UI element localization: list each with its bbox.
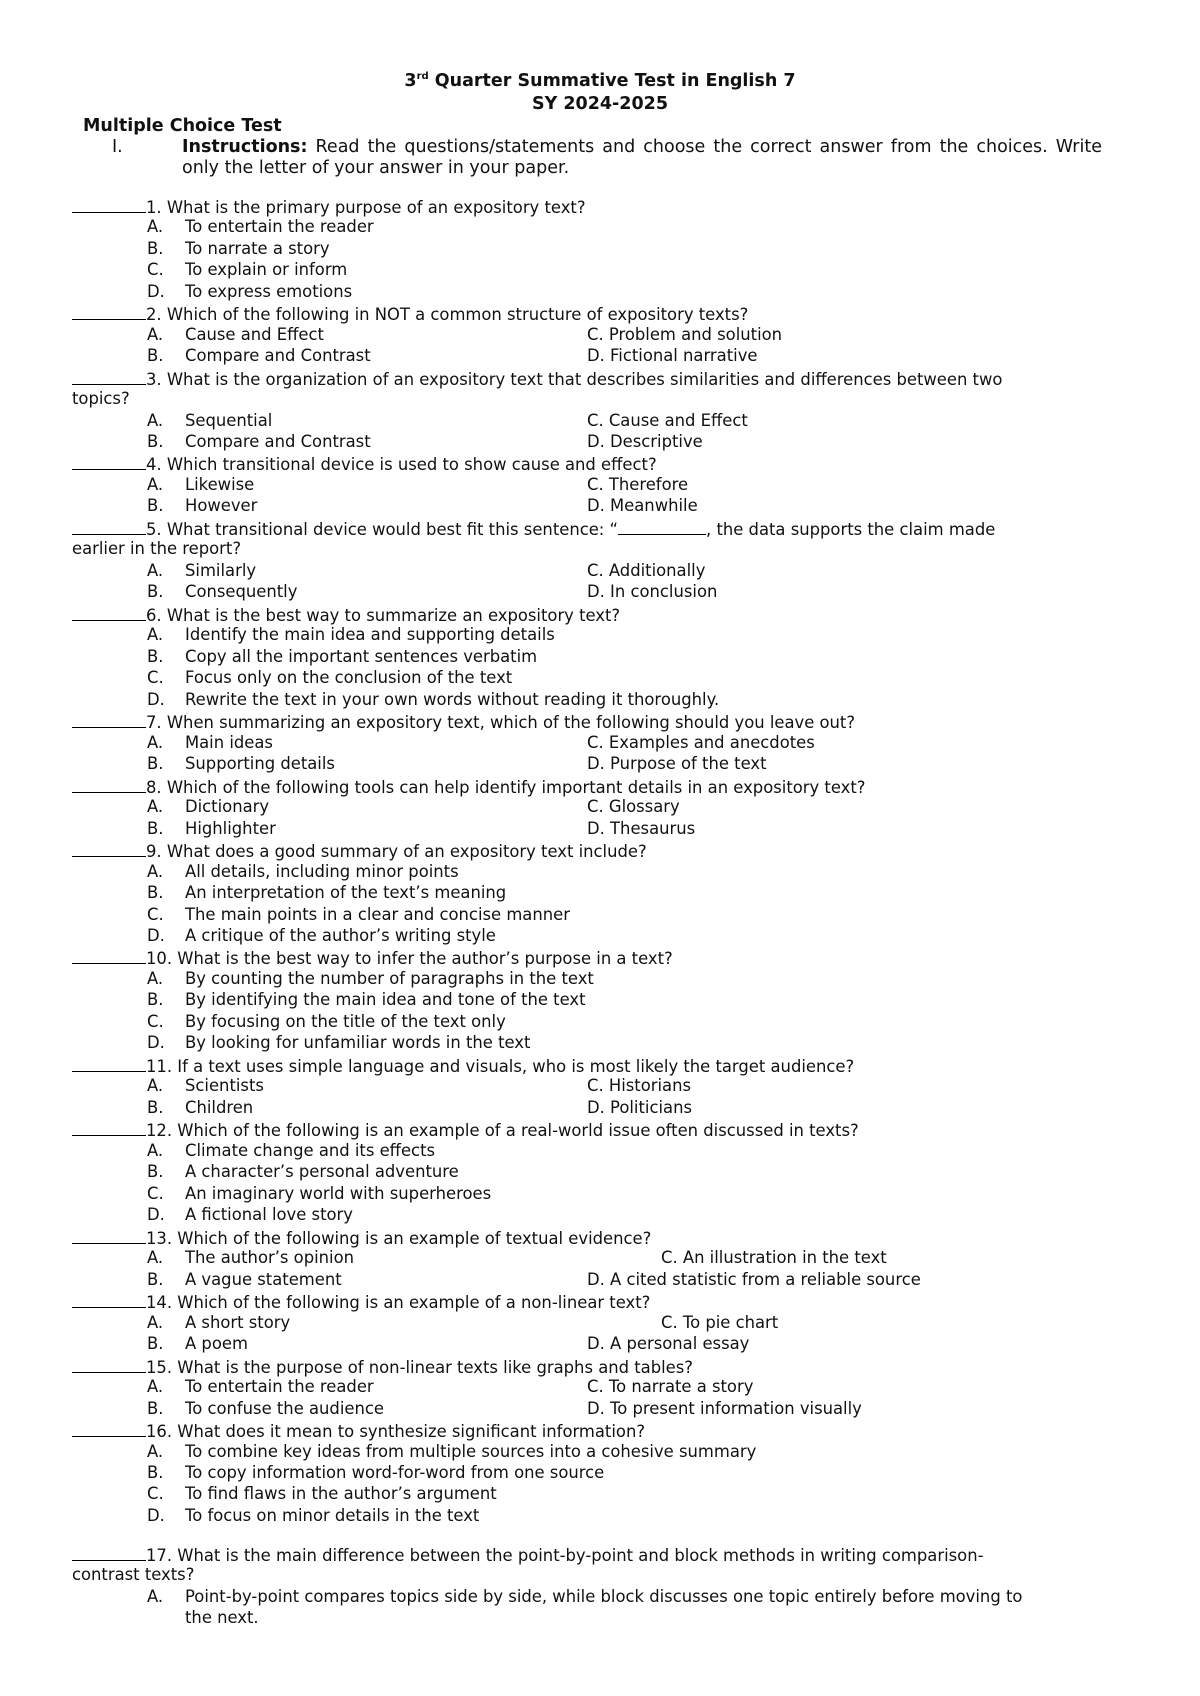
- option-letter: B.: [147, 432, 164, 451]
- option-text: Compare and Contrast: [185, 346, 371, 365]
- option-c: [147, 1012, 506, 1031]
- sentence-blank: [618, 520, 706, 535]
- option-letter: B.: [147, 1334, 164, 1353]
- option-text: A short story: [185, 1313, 291, 1332]
- answer-blank: [72, 1055, 146, 1072]
- option-letter: A.: [147, 1248, 164, 1267]
- option-letter: A.: [147, 1377, 164, 1396]
- option-text: An interpretation of the text’s meaning: [185, 883, 507, 902]
- option-c: [147, 905, 570, 924]
- option-text: To entertain the reader: [185, 217, 374, 236]
- option-a: [147, 325, 324, 344]
- option-d: [147, 690, 719, 709]
- option-letter: B.: [147, 1270, 164, 1289]
- option-letter: A.: [147, 797, 164, 816]
- option-letter: D.: [147, 282, 165, 301]
- answer-blank: [72, 1420, 146, 1437]
- option-d: D. To present information visually: [587, 1399, 862, 1418]
- question-text: 3. What is the organization of an expository text that describes similarities and differences between two: [146, 370, 1003, 389]
- option-text: An imaginary world with superheroes: [185, 1184, 492, 1203]
- answer-blank: [72, 1356, 146, 1373]
- option-text: To explain or inform: [185, 260, 348, 279]
- question-1: [72, 196, 586, 217]
- option-letter: B.: [147, 883, 164, 902]
- answer-blank: [72, 776, 146, 793]
- option-text: Compare and Contrast: [185, 432, 371, 451]
- option-text: To find flaws in the author’s argument: [185, 1484, 497, 1503]
- option-a-continuation: the next.: [185, 1608, 259, 1627]
- option-text: The author’s opinion: [185, 1248, 355, 1267]
- option-text: To entertain the reader: [185, 1377, 374, 1396]
- option-text: To express emotions: [185, 282, 353, 301]
- question-text: 16. What does it mean to synthesize significant information?: [146, 1422, 646, 1441]
- option-c: C. Problem and solution: [587, 325, 783, 344]
- option-text: A character’s personal adventure: [185, 1162, 459, 1181]
- option-c: C. To narrate a story: [587, 1377, 754, 1396]
- option-c: C. Historians: [587, 1076, 692, 1095]
- option-c: [147, 1484, 497, 1503]
- option-a: [147, 1313, 290, 1332]
- option-letter: A.: [147, 1442, 164, 1461]
- option-text: By identifying the main idea and tone of the text: [185, 990, 586, 1009]
- test-title: [0, 71, 1200, 91]
- instructions: [112, 137, 1102, 179]
- option-text: A vague statement: [185, 1270, 342, 1289]
- option-d: [147, 926, 496, 945]
- option-text: To confuse the audience: [185, 1399, 384, 1418]
- option-letter: A.: [147, 411, 164, 430]
- question-17: [72, 1544, 984, 1565]
- option-text: All details, including minor points: [185, 862, 459, 881]
- school-year: SY 2024-2025: [531, 94, 669, 114]
- question-text: 6. What is the best way to summarize an expository text?: [146, 606, 621, 625]
- question-15: [72, 1356, 693, 1377]
- question-text: 13. Which of the following is an example of textual evidence?: [146, 1229, 652, 1248]
- answer-blank: [72, 453, 146, 470]
- option-c: C. Glossary: [587, 797, 680, 816]
- option-d: D. Descriptive: [587, 432, 703, 451]
- option-text: A fictional love story: [185, 1205, 353, 1224]
- option-b: [147, 432, 371, 451]
- option-letter: B.: [147, 239, 164, 258]
- option-letter: B.: [147, 647, 164, 666]
- answer-blank: [72, 1227, 146, 1244]
- option-letter: B.: [147, 1098, 164, 1117]
- option-letter: A.: [147, 561, 164, 580]
- option-text: Highlighter: [185, 819, 276, 838]
- option-text: Copy all the important sentences verbatim: [185, 647, 538, 666]
- option-d: [147, 1205, 353, 1224]
- option-b: [147, 1270, 342, 1289]
- option-letter: A.: [147, 217, 164, 236]
- question-text: 9. What does a good summary of an expository text include?: [146, 842, 647, 861]
- option-letter: B.: [147, 496, 164, 515]
- option-a: [147, 411, 272, 430]
- option-letter: B.: [147, 990, 164, 1009]
- option-text: Children: [185, 1098, 254, 1117]
- option-c: C. Cause and Effect: [587, 411, 748, 430]
- question-3-continuation: topics?: [72, 389, 130, 408]
- option-letter: C.: [147, 668, 164, 687]
- question-text: 17. What is the main difference between the point-by-point and block methods in writing comparison-: [146, 1546, 984, 1565]
- option-text: Point-by-point compares topics side by side, while block discusses one topic entirely before moving to: [185, 1587, 1023, 1606]
- option-letter: C.: [147, 260, 164, 279]
- option-text: Similarly: [185, 561, 257, 580]
- option-text: Likewise: [185, 475, 255, 494]
- option-b: [147, 346, 371, 365]
- question-text: 2. Which of the following in NOT a common structure of expository texts?: [146, 305, 749, 324]
- option-text: Focus only on the conclusion of the text: [185, 668, 513, 687]
- answer-blank: [72, 368, 146, 385]
- question-text: 12. Which of the following is an example of a real-world issue often discussed in texts?: [146, 1121, 859, 1140]
- question-8: [72, 776, 865, 797]
- option-a: [147, 1587, 1022, 1606]
- option-letter: A.: [147, 1587, 164, 1606]
- option-a: [147, 217, 374, 236]
- option-letter: C.: [147, 905, 164, 924]
- option-text: To copy information word-for-word from one source: [185, 1463, 605, 1482]
- question-text: 14. Which of the following is an example of a non-linear text?: [146, 1293, 651, 1312]
- option-a: [147, 1076, 264, 1095]
- option-letter: A.: [147, 1141, 164, 1160]
- instructions-label: Instructions:: [182, 137, 308, 157]
- option-letter: D.: [147, 1506, 165, 1525]
- instructions-text: Read the questions/statements and choose the correct answer from the choices. Write only the letter of your answer in your paper.: [182, 137, 1102, 178]
- option-a: [147, 625, 555, 644]
- question-text-end: , the data supports the claim made: [706, 520, 996, 539]
- question-12: [72, 1119, 859, 1140]
- option-letter: A.: [147, 969, 164, 988]
- question-text: 15. What is the purpose of non-linear texts like graphs and tables?: [146, 1358, 693, 1377]
- option-text: Scientists: [185, 1076, 264, 1095]
- option-b: [147, 647, 537, 666]
- option-d: D. In conclusion: [587, 582, 718, 601]
- title-text: Quarter Summative Test in English 7: [428, 71, 796, 91]
- answer-blank: [72, 947, 146, 964]
- option-b: [147, 239, 330, 258]
- option-letter: C.: [147, 1484, 164, 1503]
- option-b: [147, 883, 506, 902]
- option-c: C. Therefore: [587, 475, 689, 494]
- option-c: [147, 668, 512, 687]
- option-a: [147, 1442, 756, 1461]
- option-letter: A.: [147, 733, 164, 752]
- option-letter: D.: [147, 1205, 165, 1224]
- option-a: [147, 1248, 354, 1267]
- option-c: C. To pie chart: [661, 1313, 779, 1332]
- question-6: [72, 604, 620, 625]
- option-text: Supporting details: [185, 754, 335, 773]
- option-letter: B.: [147, 819, 164, 838]
- option-text: However: [185, 496, 258, 515]
- question-2: [72, 303, 748, 324]
- option-text: Sequential: [185, 411, 273, 430]
- option-a: [147, 561, 256, 580]
- option-a: [147, 969, 594, 988]
- option-d: D. Purpose of the text: [587, 754, 767, 773]
- option-c: C. Examples and anecdotes: [587, 733, 815, 752]
- option-b: [147, 1463, 604, 1482]
- option-b: [147, 582, 297, 601]
- option-text: By counting the number of paragraphs in the text: [185, 969, 594, 988]
- option-d: D. A cited statistic from a reliable source: [587, 1270, 921, 1289]
- option-a: [147, 475, 254, 494]
- option-c: [147, 1184, 491, 1203]
- option-c: C. An illustration in the text: [661, 1248, 887, 1267]
- answer-blank: [72, 604, 146, 621]
- question-3: [72, 368, 1002, 389]
- answer-blank: [72, 840, 146, 857]
- option-letter: A.: [147, 625, 164, 644]
- option-letter: D.: [147, 926, 165, 945]
- option-d: [147, 282, 352, 301]
- option-b: [147, 1162, 459, 1181]
- answer-blank: [72, 303, 146, 320]
- option-text: A poem: [185, 1334, 248, 1353]
- option-letter: A.: [147, 1076, 164, 1095]
- question-13: [72, 1227, 651, 1248]
- option-letter: B.: [147, 1463, 164, 1482]
- option-text: Identify the main idea and supporting details: [185, 625, 555, 644]
- option-a: [147, 1141, 435, 1160]
- option-text: Consequently: [185, 582, 298, 601]
- question-text: 5. What transitional device would best fit this sentence: “: [146, 520, 619, 539]
- option-letter: A.: [147, 1313, 164, 1332]
- option-letter: C.: [147, 1012, 164, 1031]
- question-text: 4. Which transitional device is used to show cause and effect?: [146, 455, 657, 474]
- question-text: 7. When summarizing an expository text, which of the following should you leave out?: [146, 713, 856, 732]
- option-letter: B.: [147, 1162, 164, 1181]
- option-b: [147, 990, 586, 1009]
- option-text: By focusing on the title of the text only: [185, 1012, 506, 1031]
- section-title: Multiple Choice Test: [83, 116, 282, 136]
- option-d: [147, 1506, 479, 1525]
- option-text: A critique of the author’s writing style: [185, 926, 496, 945]
- option-letter: A.: [147, 325, 164, 344]
- answer-blank: [72, 1291, 146, 1308]
- option-text: Climate change and its effects: [185, 1141, 436, 1160]
- question-17-continuation: contrast texts?: [72, 1565, 195, 1584]
- option-letter: A.: [147, 862, 164, 881]
- option-a: [147, 1377, 374, 1396]
- option-letter: C.: [147, 1184, 164, 1203]
- option-a: [147, 733, 273, 752]
- option-letter: B.: [147, 1399, 164, 1418]
- question-14: [72, 1291, 650, 1312]
- option-letter: B.: [147, 754, 164, 773]
- question-4: [72, 453, 657, 474]
- option-a: [147, 797, 269, 816]
- option-c: [147, 260, 347, 279]
- answer-blank: [72, 711, 146, 728]
- option-letter: D.: [147, 690, 165, 709]
- option-text: The main points in a clear and concise manner: [185, 905, 570, 924]
- title-superscript: rd: [416, 71, 429, 83]
- answer-blank: [72, 1119, 146, 1136]
- option-d: D. A personal essay: [587, 1334, 750, 1353]
- answer-blank: [72, 196, 146, 213]
- question-text: 11. If a text uses simple language and visuals, who is most likely the target audience?: [146, 1057, 855, 1076]
- question-7: [72, 711, 855, 732]
- option-text: Rewrite the text in your own words without reading it thoroughly.: [185, 690, 720, 709]
- option-d: D. Thesaurus: [587, 819, 696, 838]
- question-text: 10. What is the best way to infer the author’s purpose in a text?: [146, 949, 673, 968]
- question-5-continuation: earlier in the report?: [72, 539, 242, 558]
- option-d: D. Politicians: [587, 1098, 692, 1117]
- option-c: C. Additionally: [587, 561, 706, 580]
- option-b: [147, 819, 276, 838]
- option-b: [147, 496, 257, 515]
- question-10: [72, 947, 673, 968]
- option-b: [147, 1334, 248, 1353]
- answer-blank: [72, 518, 146, 535]
- question-text: 8. Which of the following tools can help identify important details in an expository text?: [146, 778, 866, 797]
- question-16: [72, 1420, 645, 1441]
- answer-blank: [72, 1544, 146, 1561]
- question-9: [72, 840, 647, 861]
- option-letter: B.: [147, 346, 164, 365]
- option-d: [147, 1033, 530, 1052]
- question-11: [72, 1055, 854, 1076]
- option-letter: D.: [147, 1033, 165, 1052]
- option-text: Main ideas: [185, 733, 273, 752]
- option-text: Dictionary: [185, 797, 270, 816]
- option-b: [147, 1399, 384, 1418]
- option-letter: B.: [147, 582, 164, 601]
- question-text: 1. What is the primary purpose of an expository text?: [146, 198, 586, 217]
- option-text: Cause and Effect: [185, 325, 324, 344]
- option-text: To narrate a story: [185, 239, 330, 258]
- option-d: D. Meanwhile: [587, 496, 698, 515]
- option-b: [147, 754, 335, 773]
- title-ordinal: 3: [404, 71, 417, 91]
- option-text: To focus on minor details in the text: [185, 1506, 480, 1525]
- option-letter: A.: [147, 475, 164, 494]
- option-b: [147, 1098, 253, 1117]
- option-text: By looking for unfamiliar words in the text: [185, 1033, 531, 1052]
- question-5: [72, 518, 995, 539]
- option-text: To combine key ideas from multiple sources into a cohesive summary: [185, 1442, 757, 1461]
- option-d: D. Fictional narrative: [587, 346, 758, 365]
- instructions-numeral: I.: [112, 137, 123, 157]
- option-a: [147, 862, 459, 881]
